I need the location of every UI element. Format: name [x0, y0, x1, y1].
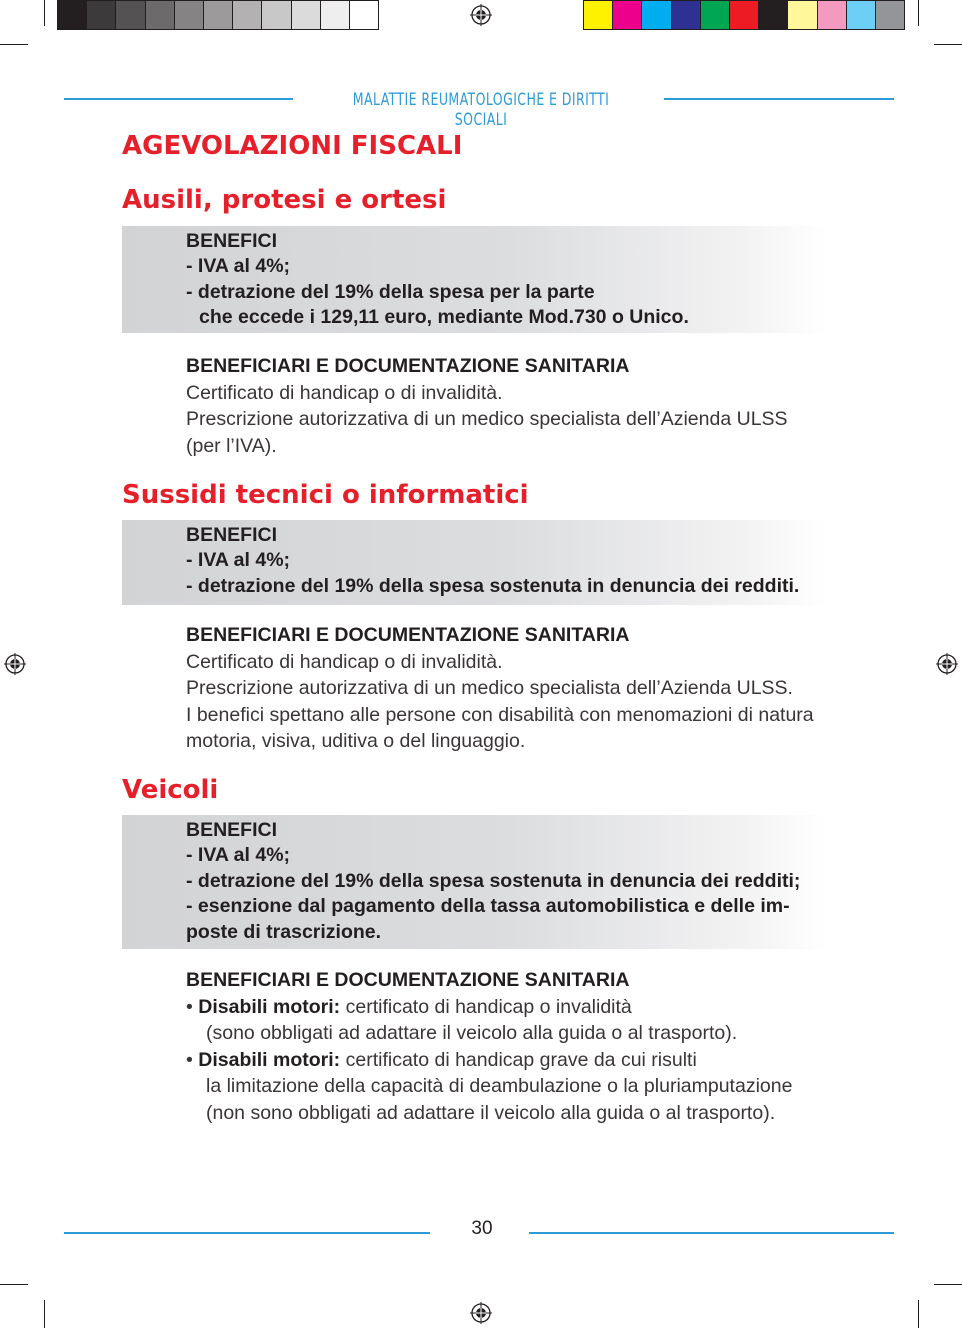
bullet-text: certificato di handicap grave da cui risulti — [340, 1048, 697, 1071]
benefici-list — [186, 523, 799, 599]
color-swatch — [788, 1, 817, 29]
crop-mark — [918, 0, 919, 26]
benefici-item: - IVA al 4%; — [186, 549, 291, 572]
body-line: Certificato di handicap o di invalidità. — [186, 382, 503, 404]
color-swatch — [204, 1, 233, 29]
beneficiari-text — [186, 380, 788, 459]
color-swatch — [818, 1, 847, 29]
color-swatch — [116, 1, 145, 29]
beneficiari-label: BENEFICIARI E DOCUMENTAZIONE SANITARIA — [186, 969, 630, 991]
benefici-item: - IVA al 4%; — [186, 844, 291, 867]
bullet-text: certificato di handicap o invalidità — [340, 996, 632, 1018]
benefici-item: - IVA al 4%; — [186, 255, 291, 278]
color-swatch — [730, 1, 759, 29]
bullet-continuation: (non sono obbligati ad adattare il veicolo alla guida o al trasporto). — [206, 1101, 776, 1124]
registration-mark-icon — [470, 4, 492, 26]
color-swatch — [847, 1, 876, 29]
color-swatch — [175, 1, 204, 29]
page-number: 30 — [471, 1218, 493, 1239]
color-swatch — [233, 1, 262, 29]
color-swatch — [321, 1, 350, 29]
benefici-item: - detrazione del 19% della spesa sostenuta in denuncia dei redditi. — [186, 574, 800, 597]
bullet-item: • Disabili motori: certificato di handicap o invalidità — [186, 996, 632, 1018]
color-swatch — [58, 1, 87, 29]
header-rule-right — [664, 98, 894, 100]
section-title: Ausili, protesi e ortesi — [122, 185, 447, 215]
benefici-list — [186, 229, 689, 331]
body-line: (per l’IVA). — [186, 434, 277, 457]
benefici-item-continuation: poste di trascrizione. — [186, 920, 382, 943]
body-line: Certificato di handicap o di invalidità. — [186, 651, 503, 673]
section-title: Veicoli — [122, 775, 219, 805]
beneficiari-text — [186, 649, 814, 755]
color-swatch — [584, 1, 613, 29]
bullet-lead: Disabili motori: — [198, 996, 341, 1018]
color-swatch — [350, 1, 378, 29]
bullet-item: • Disabili motori: certificato di handicap grave da cui risulti — [186, 1048, 697, 1071]
header-rule-left — [64, 98, 293, 100]
crop-mark — [934, 44, 962, 45]
benefici-item: - detrazione del 19% della spesa sostenuta in denuncia dei redditi; — [186, 869, 801, 892]
bullet-continuation: (sono obbligati ad adattare il veicolo alla guida o al trasporto). — [206, 1022, 738, 1045]
registration-mark-icon — [4, 653, 26, 675]
registration-mark-icon — [470, 1302, 492, 1324]
running-head: MALATTIE REUMATOLOGICHE E DIRITTI SOCIALI — [352, 90, 610, 130]
color-swatch — [613, 1, 642, 29]
bullet-continuation: la limitazione della capacità di deambulazione o la pluriamputazione — [206, 1075, 793, 1098]
benefici-item: - esenzione dal pagamento della tassa automobilistica e delle im- — [186, 895, 790, 918]
benefici-label: BENEFICI — [186, 230, 278, 252]
color-swatch — [87, 1, 116, 29]
benefici-label: BENEFICI — [186, 819, 278, 841]
crop-mark — [44, 0, 45, 26]
color-swatch — [146, 1, 175, 29]
crop-mark — [0, 1284, 28, 1285]
bullet-lead: Disabili motori: — [198, 1048, 341, 1071]
color-swatch — [672, 1, 701, 29]
footer-rule-right — [529, 1232, 894, 1234]
benefici-item-continuation: che eccede i 129,11 euro, mediante Mod.730 o Unico. — [199, 306, 689, 329]
benefici-item: - detrazione del 19% della spesa per la parte — [186, 280, 595, 303]
color-swatch — [701, 1, 730, 29]
color-swatch — [262, 1, 291, 29]
crop-mark — [934, 1284, 962, 1285]
color-swatch — [642, 1, 671, 29]
body-line: Prescrizione autorizzativa di un medico specialista dell’Azienda ULSS. — [186, 677, 793, 700]
beneficiari-bullets — [186, 994, 792, 1126]
benefici-label: BENEFICI — [186, 524, 278, 546]
color-swatch — [292, 1, 321, 29]
section-title: Sussidi tecnici o informatici — [122, 480, 529, 510]
crop-mark — [918, 1300, 919, 1328]
crop-mark — [44, 1300, 45, 1328]
beneficiari-label: BENEFICIARI E DOCUMENTAZIONE SANITARIA — [186, 355, 630, 377]
registration-mark-icon — [936, 653, 958, 675]
grayscale-calibration-strip — [57, 0, 379, 30]
beneficiari-label: BENEFICIARI E DOCUMENTAZIONE SANITARIA — [186, 624, 630, 646]
page-title: AGEVOLAZIONI FISCALI — [122, 131, 463, 161]
color-swatch — [759, 1, 788, 29]
benefici-list — [186, 818, 800, 945]
footer-rule-left — [64, 1232, 430, 1234]
color-calibration-strip — [583, 0, 905, 30]
body-line: Prescrizione autorizzativa di un medico specialista dell’Azienda ULSS — [186, 408, 788, 431]
color-swatch — [876, 1, 904, 29]
body-line: motoria, visiva, uditiva o del linguaggio. — [186, 730, 526, 753]
crop-mark — [0, 44, 28, 45]
body-line: I benefici spettano alle persone con disabilità con menomazioni di natura — [186, 703, 814, 726]
